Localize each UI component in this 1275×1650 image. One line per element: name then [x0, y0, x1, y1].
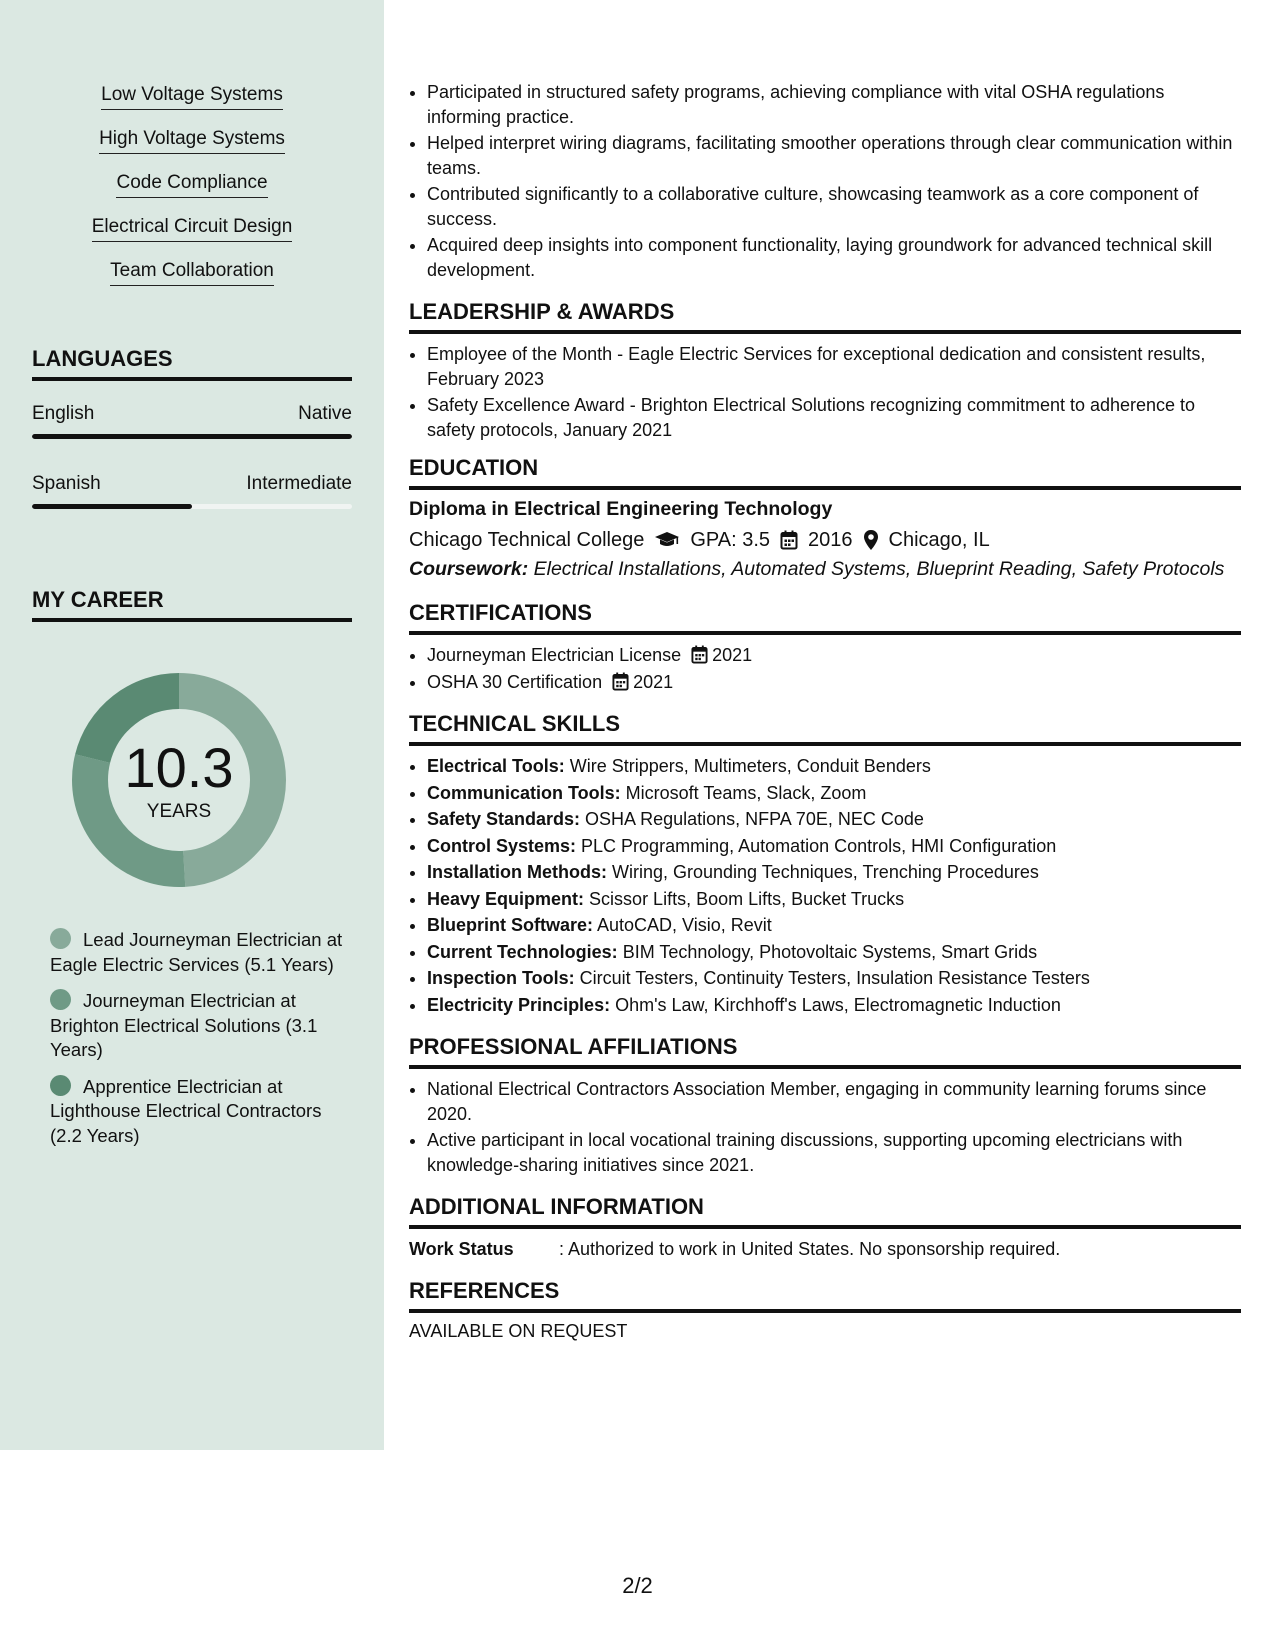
list-item	[427, 913, 1241, 938]
certification-year: 2021	[633, 671, 674, 692]
career-item	[50, 928, 350, 977]
education-location: Chicago, IL	[888, 529, 990, 551]
leadership-list	[409, 342, 1241, 442]
language-bar	[32, 434, 352, 439]
skill-value: PLC Programming, Automation Controls, HMI Configuration	[576, 835, 1057, 856]
list-item	[427, 834, 1241, 859]
certification-year: 2021	[712, 645, 753, 665]
education-details	[409, 527, 1241, 553]
certifications-heading: CERTIFICATIONS	[409, 599, 1241, 635]
career-total-years: 10.3	[124, 736, 234, 799]
skill-tag: Team Collaboration	[110, 260, 274, 286]
education-coursework	[409, 557, 1241, 581]
leadership-heading: LEADERSHIP & AWARDS	[409, 298, 1241, 334]
career-text: Apprentice Electrician at Lighthouse Electrical Contractors (2.2 Years)	[50, 1075, 322, 1146]
skill-value: Circuit Testers, Continuity Testers, Insulation Resistance Testers	[574, 968, 1090, 988]
skill-label: Blueprint Software:	[427, 915, 594, 935]
main-content	[409, 80, 1241, 1342]
language-bar-fill	[32, 504, 192, 509]
list-item: • Contributed significantly to a collaborative culture, showcasing teamwork as a core component of success.	[427, 182, 1241, 231]
affiliations-heading: PROFESSIONAL AFFILIATIONS	[409, 1033, 1241, 1069]
skill-value: AutoCAD, Visio, Revit	[593, 915, 772, 935]
skill-label: Current Technologies:	[427, 941, 618, 962]
career-text: Lead Journeyman Electrician at Eagle Electric Services (5.1 Years)	[50, 929, 343, 975]
language-level: Native	[298, 403, 352, 424]
calendar-icon	[780, 530, 798, 550]
language-bar	[32, 504, 352, 509]
graduation-cap-icon	[654, 530, 680, 550]
career-dot-icon	[50, 1075, 71, 1096]
list-item	[427, 940, 1241, 965]
list-item: • Employee of the Month - Eagle Electric Services for exceptional dedication and consistent results, February 2023	[427, 342, 1241, 391]
certification-name: Journeyman Electrician License	[427, 645, 682, 665]
education-gpa: GPA: 3.5	[690, 529, 771, 551]
language-row	[32, 403, 352, 425]
skill-value: Wiring, Grounding Techniques, Trenching Procedures	[607, 862, 1039, 882]
work-status-label: Work Status	[409, 1239, 514, 1259]
list-item	[427, 781, 1241, 806]
location-pin-icon	[863, 529, 879, 551]
skill-value: OSHA Regulations, NFPA 70E, NEC Code	[580, 809, 924, 829]
list-item: • National Electrical Contractors Association Member, engaging in community learning forums since 2020.	[427, 1077, 1241, 1126]
list-item: • Safety Excellence Award - Brighton Electrical Solutions recognizing commitment to adherence to safety protocols, January 2021	[427, 393, 1241, 442]
list-item: • Helped interpret wiring diagrams, facilitating smoother operations through clear communication within teams.	[427, 131, 1241, 180]
language-bar-fill	[32, 434, 352, 439]
list-item: • Acquired deep insights into component functionality, laying groundwork for advanced technical skill development.	[427, 233, 1241, 282]
skill-label: Safety Standards:	[427, 809, 581, 829]
skill-label: Control Systems:	[427, 835, 577, 856]
skill-value: Microsoft Teams, Slack, Zoom	[620, 782, 867, 803]
skill-label: Installation Methods:	[427, 862, 607, 882]
career-text: Journeyman Electrician at Brighton Electrical Solutions (3.1 Years)	[50, 990, 318, 1060]
education-degree: Diploma in Electrical Engineering Technology	[409, 498, 833, 520]
language-name: English	[32, 403, 95, 424]
references-heading: REFERENCES	[409, 1277, 1241, 1313]
work-status-value: : Authorized to work in United States. No sponsorship required.	[559, 1239, 1061, 1259]
skill-tag: Code Compliance	[116, 172, 267, 198]
skill-tag: High Voltage Systems	[99, 128, 285, 154]
sidebar	[0, 0, 384, 1450]
certification-name: OSHA 30 Certification	[427, 671, 603, 692]
page-number: 2/2	[622, 1573, 653, 1598]
technical-skills-heading: TECHNICAL SKILLS	[409, 710, 1241, 746]
list-item	[427, 860, 1241, 885]
certifications-list	[409, 643, 1241, 694]
skill-label: Communication Tools:	[427, 782, 621, 803]
skill-value: Scissor Lifts, Boom Lifts, Bucket Trucks	[584, 888, 905, 909]
skill-value: Ohm's Law, Kirchhoff's Laws, Electromagnetic Induction	[610, 994, 1061, 1015]
career-dot-icon	[50, 928, 71, 949]
career-item	[50, 1075, 350, 1149]
list-item	[427, 754, 1241, 779]
education-school: Chicago Technical College	[409, 529, 645, 551]
list-item	[427, 993, 1241, 1018]
calendar-icon	[691, 645, 708, 664]
skill-value: Wire Strippers, Multimeters, Conduit Benders	[564, 756, 931, 776]
skill-tag: Low Voltage Systems	[101, 84, 283, 110]
references-text: AVAILABLE ON REQUEST	[409, 1321, 628, 1341]
coursework-text: Electrical Installations, Automated Systems, Blueprint Reading, Safety Protocols	[528, 558, 1225, 580]
technical-skills-list	[409, 754, 1241, 1017]
language-level: Intermediate	[246, 473, 352, 494]
skill-tag: Electrical Circuit Design	[92, 216, 293, 242]
calendar-icon	[612, 672, 629, 691]
career-dot-icon	[50, 989, 71, 1010]
list-item	[427, 643, 1241, 668]
coursework-label: Coursework:	[409, 558, 529, 580]
list-item	[427, 966, 1241, 991]
career-list	[50, 928, 350, 1160]
languages-heading: LANGUAGES	[32, 345, 352, 381]
additional-info-heading: ADDITIONAL INFORMATION	[409, 1193, 1241, 1229]
work-status-row	[409, 1237, 1241, 1261]
list-item: • Active participant in local vocational training discussions, supporting upcoming electricians with knowledge-sharing initiatives since 2021.	[427, 1128, 1241, 1177]
education-year: 2016	[808, 529, 853, 551]
affiliations-list	[409, 1077, 1241, 1177]
career-years-label: YEARS	[146, 801, 212, 822]
education-heading: EDUCATION	[409, 454, 1241, 490]
list-item	[427, 887, 1241, 912]
language-row	[32, 473, 352, 495]
experience-bullets	[409, 80, 1241, 282]
skill-label: Electricity Principles:	[427, 994, 611, 1015]
skill-label: Inspection Tools:	[427, 968, 575, 988]
career-heading: MY CAREER	[32, 586, 352, 622]
list-item	[427, 807, 1241, 832]
skill-label: Heavy Equipment:	[427, 888, 585, 909]
language-name: Spanish	[32, 473, 101, 494]
list-item: • Participated in structured safety programs, achieving compliance with vital OSHA regulations informing practice.	[427, 80, 1241, 129]
skill-tags	[32, 84, 352, 304]
list-item	[427, 670, 1241, 695]
skill-value: BIM Technology, Photovoltaic Systems, Smart Grids	[617, 941, 1038, 962]
career-item	[50, 989, 350, 1063]
skill-label: Electrical Tools:	[427, 756, 565, 776]
